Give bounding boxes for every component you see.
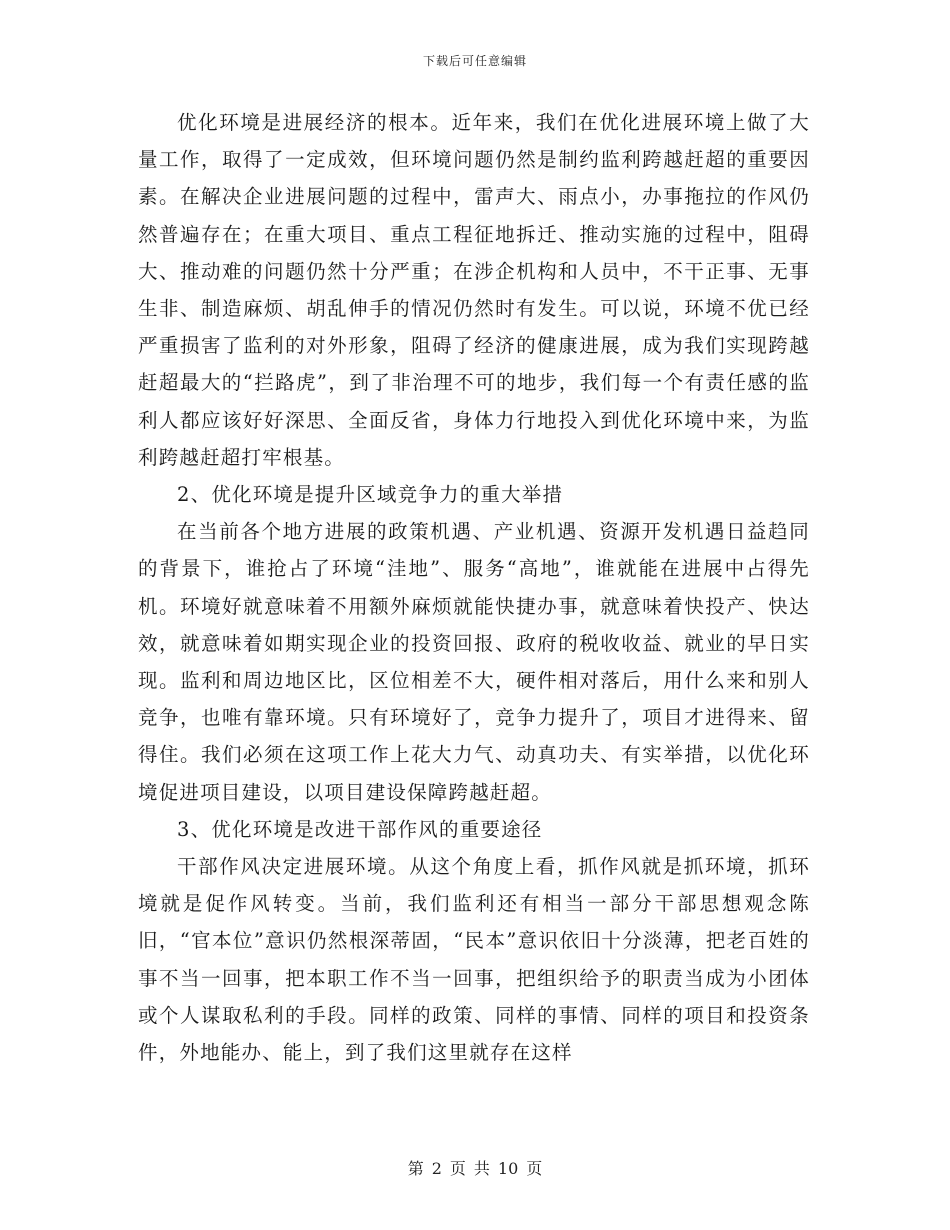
footer-total-word: 共: [473, 1159, 490, 1178]
footer-suffix: 页: [526, 1159, 543, 1178]
body-paragraph: 优化环境是进展经济的根本。近年来，我们在优化进展环境上做了大量工作，取得了一定成效，但环境问题仍然是制约监利跨越赶超的重要因素。在解决企业进展问题的过程中，雷声大、雨点小，办事拖拉的作风仍然普遍存在；在重大项目、重点工程征地拆迁、推动实施的过程中，阻碍大、推动难的问题仍然十分严重；在涉企机构和人员中，不干正事、无事生非、制造麻烦、胡乱伸手的情况仍然时有发生。可以说，环境不优已经严重损害了监利的对外形象，阻碍了经济的健康进展，成为我们实现跨越赶超最大的“拦路虎”，到了非治理不可的地步，我们每一个有责任感的监利人都应该好好深思、全面反省，身体力行地投入到优化环境中来，为监利跨越赶超打牢根基。: [138, 111, 810, 469]
footer-prefix: 第: [407, 1159, 424, 1178]
page-footer: [0, 1156, 950, 1179]
body-paragraph: 干部作风决定进展环境。从这个角度上看，抓作风就是抓环境，抓环境就是促作风转变。当前，我们监利还有相当一部分干部思想观念陈旧，“官本位”意识仍然根深蒂固，“民本”意识依旧十分淡薄，把老百姓的事不当一回事，把本职工作不当一回事，把组织给予的职责当成为小团体或个人谋取私利的手段。同样的政策、同样的事情、同样的项目和投资条件，外地能办、能上，到了我们这里就存在这样: [138, 855, 810, 1065]
section-heading: 2、优化环境是提升区域竞争力的重大举措: [177, 483, 564, 507]
page-header: 下载后可任意编辑: [422, 54, 527, 68]
document-body: [138, 104, 810, 1071]
body-paragraph: 在当前各个地方进展的政策机遇、产业机遇、资源开发机遇日益趋同的背景下，谁抢占了环境“洼地”、服务“高地”，谁就能在进展中占得先机。环境好就意味着不用额外麻烦就能快捷办事，就意味着快投产、快达效，就意味着如期实现企业的投资回报、政府的税收收益、就业的早日实现。监利和周边地区比，区位相差不大，硬件相对落后，用什么来和别人竞争，也唯有靠环境。只有环境好了，竞争力提升了，项目才进得来、留得住。我们必须在这项工作上花大力气、动真功夫、有实举措，以优化环境促进项目建设，以项目建设保障跨越赶超。: [138, 520, 810, 804]
current-page-number: 2: [431, 1159, 442, 1178]
section-heading: 3、优化环境是改进干部作风的重要途径: [177, 817, 543, 841]
total-pages-number: 10: [497, 1159, 519, 1178]
footer-page-word: 页: [449, 1159, 466, 1178]
